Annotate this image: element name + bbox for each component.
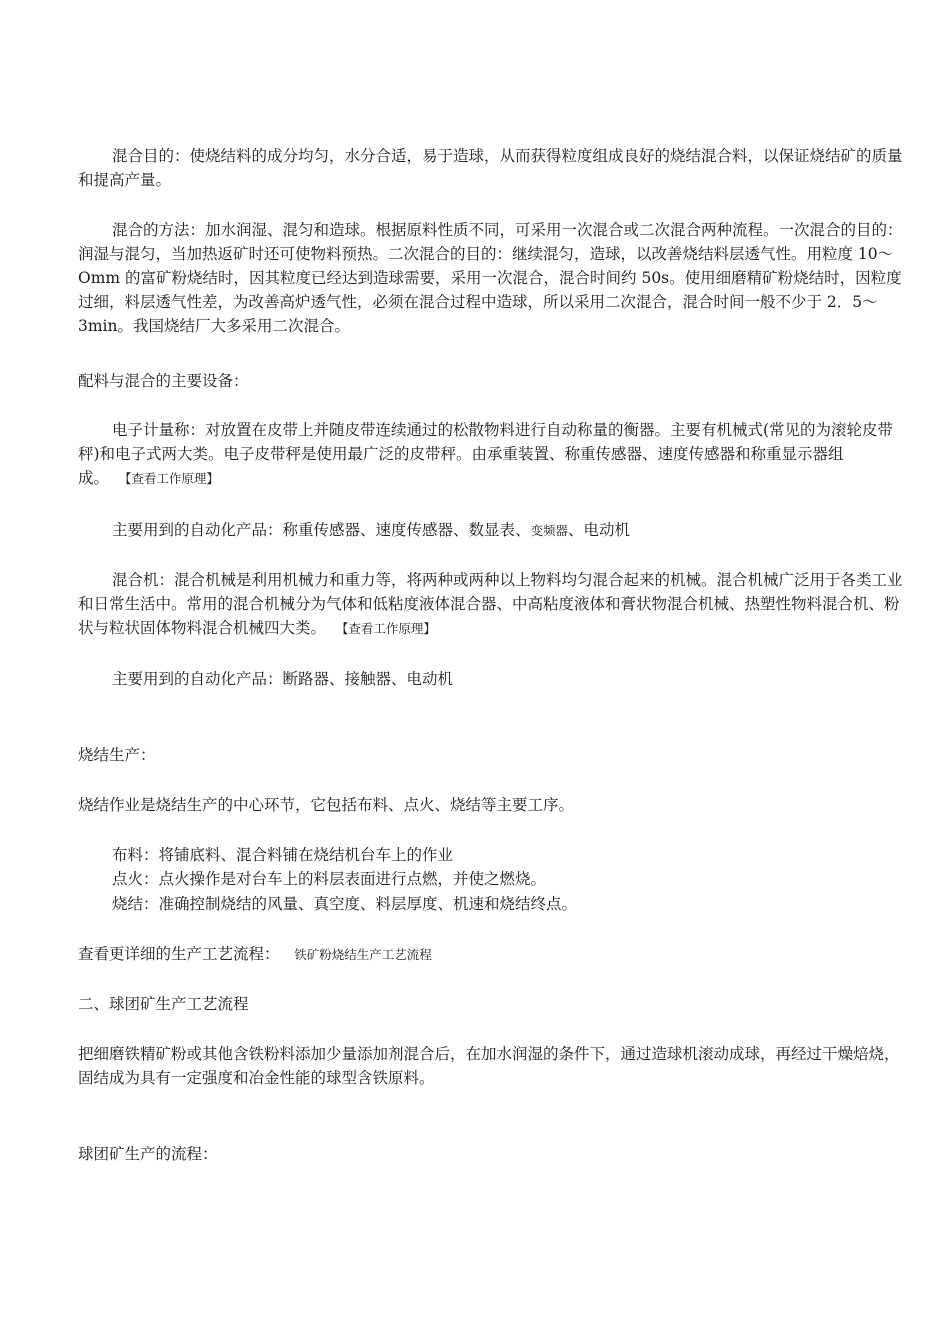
mix-method-paragraph: 混合的方法：加水润湿、混匀和造球。根据原料性质不同，可采用一次混合或二次混合两种流程。一次混合的目的：润湿与混匀，当加热返矿时还可使物料预热。二次混合的目的：继续混匀，造球，以改善烧结料层透气性。用粒度 10～Omm 的富矿粉烧结时，因其粒度已经达到造球需要，采用一次混合，混合时间约 50s。使用细磨精矿粉烧结时，因粒度过细，料层透气性差，为改善高炉透气性，必须在混合过程中造球，所以采用二次混合，混合时间一般不少于 2．5～3min。我国烧结厂大多采用二次混合。 xyxy=(78,221,903,335)
step-ignite: 点火：点火操作是对台车上的料层表面进行点燃，并使之燃烧。 xyxy=(112,870,547,888)
pellet-description-paragraph: 把细磨铁精矿粉或其他含铁粉料添加少量添加剂混合后，在加水润湿的条件下，通过造球机滚动成球，再经过干燥焙烧，固结成为具有一定强度和冶金性能的球型含铁原料。 xyxy=(78,1045,900,1087)
detail-flow-label: 查看更详细的生产工艺流程： xyxy=(78,945,280,963)
mixer-paragraph xyxy=(78,568,908,641)
mixer-working-principle-link[interactable]: 【查看工作原理】 xyxy=(335,621,436,636)
step-cloth: 布料：将铺底料、混合料铺在烧结机台车上的作业 xyxy=(112,846,454,864)
sinter-operation-paragraph: 烧结作业是烧结生产的中心环节，它包括布料、点火、烧结等主要工序。 xyxy=(78,796,575,814)
products-1-suffix: 、电动机 xyxy=(568,521,631,539)
step-sinter: 烧结：准确控制烧结的风量、真空度、料层厚度、机速和烧结终点。 xyxy=(112,895,578,913)
pellet-section-title: 二、球团矿生产工艺流程 xyxy=(78,995,249,1013)
products-line-1 xyxy=(112,518,630,543)
sinter-production-heading: 烧结生产： xyxy=(78,746,156,764)
main-equipment-heading: 配料与混合的主要设备： xyxy=(78,372,249,390)
products-1-inverter: 变频器 xyxy=(530,523,569,538)
electronic-scale-text: 电子计量称：对放置在皮带上并随皮带连续通过的松散物料进行自动称量的衡器。主要有机械式(常见的为滚轮皮带秤)和电子式两大类。电子皮带秤是使用最广泛的皮带秤。由承重装置、称重传感器、速度传感器和称重显示器组成。 xyxy=(78,421,894,487)
pellet-flow-heading: 球团矿生产的流程： xyxy=(78,1145,218,1163)
iron-ore-sinter-flow-link[interactable]: 铁矿粉烧结生产工艺流程 xyxy=(294,947,432,962)
products-1-prefix: 主要用到的自动化产品：称重传感器、速度传感器、数显表、 xyxy=(112,521,531,539)
mix-purpose-paragraph: 混合目的：使烧结料的成分均匀，水分合适，易于造球，从而获得粒度组成良好的烧结混合料，以保证烧结矿的质量和提高产量。 xyxy=(78,147,903,189)
electronic-scale-paragraph xyxy=(78,418,908,491)
scale-working-principle-link[interactable]: 【查看工作原理】 xyxy=(118,471,219,486)
products-line-2: 主要用到的自动化产品：断路器、接触器、电动机 xyxy=(112,670,454,688)
mixer-text: 混合机：混合机械是利用机械力和重力等，将两种或两种以上物料均匀混合起来的机械。混合机械广泛用于各类工业和日常生活中。常用的混合机械分为气体和低粘度液体混合器、中高粘度液体和膏状物混合机械、热塑性物料混合机、粉状与粒状固体物料混合机械四大类。 xyxy=(78,571,903,637)
detail-flow-line xyxy=(78,942,432,967)
